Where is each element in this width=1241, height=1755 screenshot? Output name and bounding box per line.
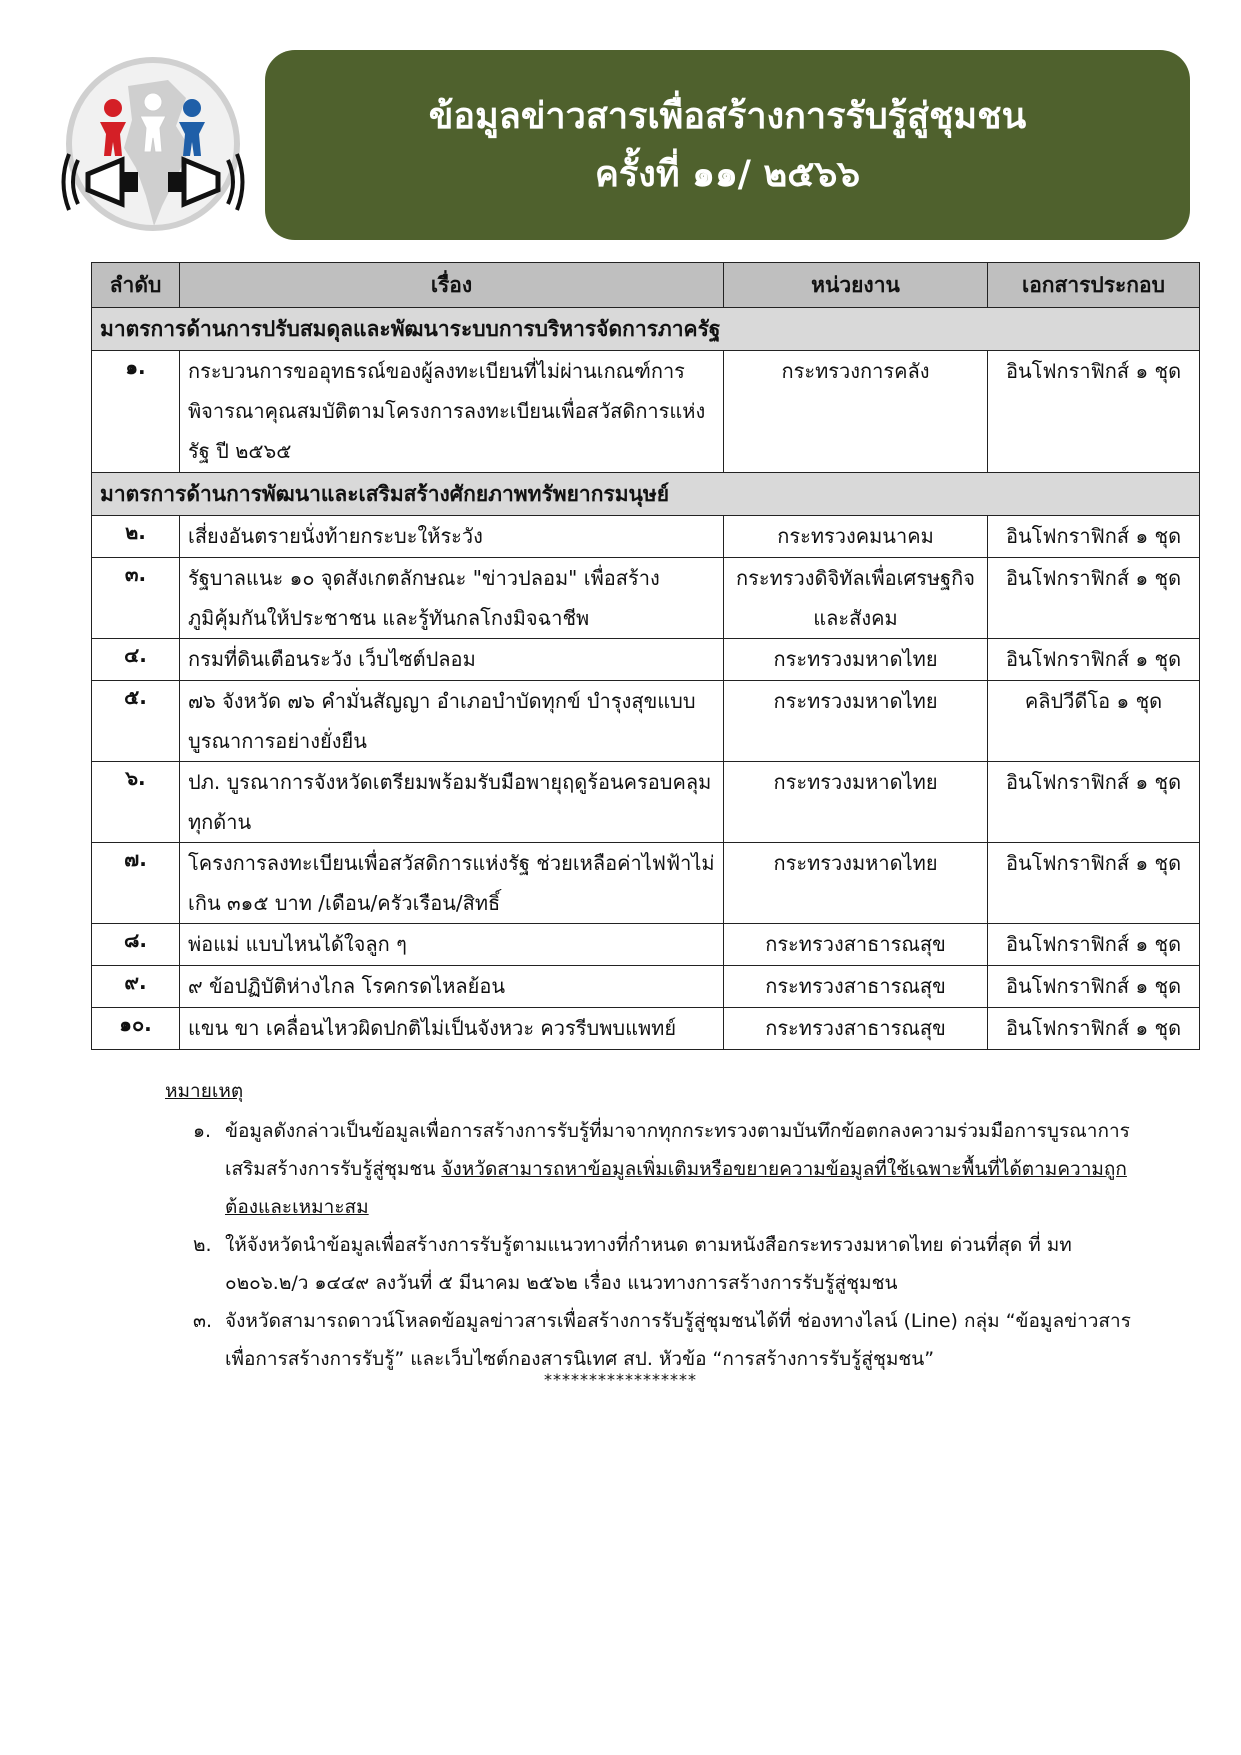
- table-row: [92, 516, 1200, 558]
- section-title: มาตรการด้านการพัฒนาและเสริมสร้างศักยภาพทรัพยากรมนุษย์: [92, 473, 1200, 516]
- notes-heading: หมายเหตุ: [165, 1080, 244, 1102]
- banner-title: ข้อมูลข่าวสารเพื่อสร้างการรับรู้สู่ชุมชน: [428, 95, 1027, 137]
- row-topic: รัฐบาลแนะ ๑๐ จุดสังเกตลักษณะ "ข่าวปลอม" เพื่อสร้างภูมิคุ้มกันให้ประชาชน และรู้ทันกลโกงมิจฉาชีพ: [180, 558, 724, 639]
- row-document: อินโฟกราฟิกส์ ๑ ชุด: [988, 843, 1200, 924]
- note-item: [165, 1302, 1145, 1378]
- row-seq: ๕.: [92, 681, 180, 762]
- row-topic: ๗๖ จังหวัด ๗๖ คำมั่นสัญญา อำเภอบำบัดทุกข์ บำรุงสุขแบบบูรณาการอย่างยั่งยืน: [180, 681, 724, 762]
- row-topic: กระบวนการขออุทธรณ์ของผู้ลงทะเบียนที่ไม่ผ่านเกณฑ์การพิจารณาคุณสมบัติตามโครงการลงทะเบียนเพื่อสวัสดิการแห่งรัฐ ปี ๒๕๖๕: [180, 351, 724, 473]
- news-table: [91, 262, 1200, 1050]
- row-document: อินโฟกราฟิกส์ ๑ ชุด: [988, 351, 1200, 473]
- notes-list: [165, 1112, 1145, 1378]
- row-seq: ๑.: [92, 351, 180, 473]
- row-topic: ปภ. บูรณาการจังหวัดเตรียมพร้อมรับมือพายุฤดูร้อนครอบคลุมทุกด้าน: [180, 762, 724, 843]
- title-banner: [265, 50, 1190, 240]
- note-number: ๑.: [193, 1120, 212, 1142]
- notes-section: [165, 1076, 1145, 1378]
- table-row: [92, 924, 1200, 966]
- row-agency: กระทรวงสาธารณสุข: [724, 966, 988, 1008]
- note-underlined-text: จังหวัดสามารถหาข้อมูลเพิ่มเติมหรือขยายความข้อมูลที่ใช้เฉพาะพื้นที่ได้ตามความถูกต้องและเหมาะสม: [225, 1158, 1127, 1218]
- row-agency: กระทรวงดิจิทัลเพื่อเศรษฐกิจและสังคม: [724, 558, 988, 639]
- header-agency: หน่วยงาน: [724, 263, 988, 308]
- row-seq: ๔.: [92, 639, 180, 681]
- section-row: [92, 308, 1200, 351]
- row-topic: กรมที่ดินเตือนระวัง เว็บไซต์ปลอม: [180, 639, 724, 681]
- note-text: ข้อมูลดังกล่าวเป็นข้อมูลเพื่อการสร้างการรับรู้ที่มาจากทุกกระทรวงตามบันทึกข้อตกลงความร่วมมือการบูรณาการเสริมสร้างการรับรู้สู่ชุมชน: [225, 1120, 1130, 1180]
- note-item: [165, 1226, 1145, 1302]
- community-megaphone-logo-icon: [58, 56, 248, 232]
- header-topic: เรื่อง: [180, 263, 724, 308]
- row-agency: กระทรวงสาธารณสุข: [724, 1008, 988, 1050]
- row-seq: ๙.: [92, 966, 180, 1008]
- section-row: [92, 473, 1200, 516]
- row-document: อินโฟกราฟิกส์ ๑ ชุด: [988, 558, 1200, 639]
- row-topic: โครงการลงทะเบียนเพื่อสวัสดิการแห่งรัฐ ช่วยเหลือค่าไฟฟ้าไม่เกิน ๓๑๕ บาท /เดือน/ครัวเรือน/สิทธิ์: [180, 843, 724, 924]
- section-title: มาตรการด้านการปรับสมดุลและพัฒนาระบบการบริหารจัดการภาครัฐ: [92, 308, 1200, 351]
- table-row: [92, 966, 1200, 1008]
- note-number: ๓.: [193, 1310, 213, 1332]
- row-seq: ๗.: [92, 843, 180, 924]
- row-document: อินโฟกราฟิกส์ ๑ ชุด: [988, 1008, 1200, 1050]
- table-row: [92, 843, 1200, 924]
- row-seq: ๑๐.: [92, 1008, 180, 1050]
- note-text: ให้จังหวัดนำข้อมูลเพื่อสร้างการรับรู้ตามแนวทางที่กำหนด ตามหนังสือกระทรวงมหาดไทย ด่วนที่สุด ที่ มท ๐๒๐๖.๒/ว ๑๔๔๙ ลงวันที่ ๕ มีนาคม ๒๕๖๒ เรื่อง แนวทางการสร้างการรับรู้สู่ชุมชน: [225, 1234, 1072, 1294]
- end-marker: *****************: [544, 1370, 697, 1389]
- row-document: อินโฟกราฟิกส์ ๑ ชุด: [988, 762, 1200, 843]
- note-number: ๒.: [193, 1234, 212, 1256]
- table-row: [92, 1008, 1200, 1050]
- header-document: เอกสารประกอบ: [988, 263, 1200, 308]
- table-row: [92, 762, 1200, 843]
- table-row: [92, 681, 1200, 762]
- row-agency: กระทรวงมหาดไทย: [724, 843, 988, 924]
- row-agency: กระทรวงสาธารณสุข: [724, 924, 988, 966]
- row-seq: ๒.: [92, 516, 180, 558]
- header-seq: ลำดับ: [92, 263, 180, 308]
- row-agency: กระทรวงคมนาคม: [724, 516, 988, 558]
- row-agency: กระทรวงมหาดไทย: [724, 762, 988, 843]
- row-seq: ๖.: [92, 762, 180, 843]
- row-document: อินโฟกราฟิกส์ ๑ ชุด: [988, 516, 1200, 558]
- row-document: อินโฟกราฟิกส์ ๑ ชุด: [988, 924, 1200, 966]
- note-item: [165, 1112, 1145, 1226]
- row-topic: แขน ขา เคลื่อนไหวผิดปกติไม่เป็นจังหวะ ควรรีบพบแพทย์: [180, 1008, 724, 1050]
- row-topic: ๙ ข้อปฏิบัติห่างไกล โรคกรดไหลย้อน: [180, 966, 724, 1008]
- table-row: [92, 351, 1200, 473]
- row-seq: ๓.: [92, 558, 180, 639]
- row-document: อินโฟกราฟิกส์ ๑ ชุด: [988, 966, 1200, 1008]
- table-header-row: [92, 263, 1200, 308]
- row-document: อินโฟกราฟิกส์ ๑ ชุด: [988, 639, 1200, 681]
- row-agency: กระทรวงมหาดไทย: [724, 639, 988, 681]
- row-topic: เสี่ยงอันตรายนั่งท้ายกระบะให้ระวัง: [180, 516, 724, 558]
- table-row: [92, 558, 1200, 639]
- row-agency: กระทรวงมหาดไทย: [724, 681, 988, 762]
- table-row: [92, 639, 1200, 681]
- row-topic: พ่อแม่ แบบไหนได้ใจลูก ๆ: [180, 924, 724, 966]
- banner-issue: ครั้งที่ ๑๑/ ๒๕๖๖: [594, 153, 861, 195]
- row-seq: ๘.: [92, 924, 180, 966]
- row-document: คลิปวีดีโอ ๑ ชุด: [988, 681, 1200, 762]
- note-text: จังหวัดสามารถดาวน์โหลดข้อมูลข่าวสารเพื่อสร้างการรับรู้สู่ชุมชนได้ที่ ช่องทางไลน์ (Line) กลุ่ม “ข้อมูลข่าวสารเพื่อการสร้างการรับรู้” และเว็บไซต์กองสารนิเทศ สป. หัวข้อ “การสร้างการรับรู้สู่ชุมชน”: [225, 1310, 1131, 1370]
- row-agency: กระทรวงการคลัง: [724, 351, 988, 473]
